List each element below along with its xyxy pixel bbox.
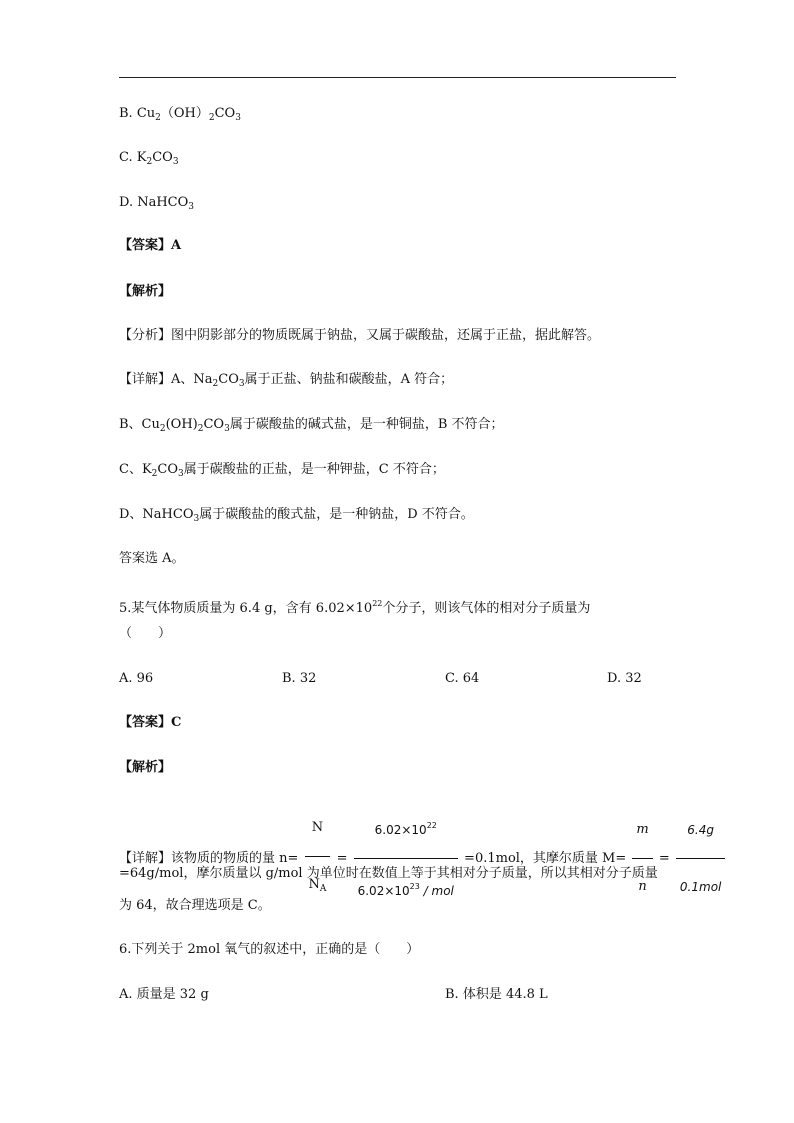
- q5-option-a: A. 96: [119, 671, 154, 686]
- option-d: D. NaHCO$_3$: [119, 195, 195, 212]
- question-5-paren: （ ）: [119, 626, 172, 641]
- q6-option-a: A. 质量是 32 g: [119, 987, 209, 1002]
- q5-option-b: B. 32: [282, 671, 317, 686]
- q5-option-c: C. 64: [445, 671, 480, 686]
- analysis-5-heading: 【解析】: [119, 760, 172, 775]
- question-5: 5.某气体物质质量为 6.4 g，含有 $6.02\times 10^{22}$个分子，则该气体的相对分子质量为: [119, 599, 591, 616]
- fraction-molecules: $\frac{6.02\times 10^{22}}{6.02\times 10^{23} / mol}$: [354, 800, 458, 917]
- detail-5-line2: =64g/mol，摩尔质量以 g/mol 为单位时在数值上等于其相对分子质量，所以其相对分子质量: [119, 866, 658, 881]
- detail-5-line3: 为 64，故合理选项是 C。: [119, 898, 271, 913]
- detail-c: C、$K_2CO_3$属于碳酸盐的正盐，是一种钾盐，C 不符合；: [119, 462, 445, 479]
- detail-b: B、$Cu_2(OH)_2CO_3$属于碳酸盐的碱式盐，是一种铜盐，B 不符合；: [119, 417, 504, 434]
- fraction-mass-over-mol: $\frac{6.4g}{\text{0.1mol}}$: [676, 804, 725, 913]
- question-6: 6.下列关于 2mol 氧气的叙述中，正确的是（ ）: [119, 942, 420, 957]
- q5-option-d: D. 32: [607, 671, 642, 686]
- analysis-4-heading: 【解析】: [119, 284, 172, 299]
- option-c: C. $K_2CO_3$: [119, 150, 179, 167]
- q6-option-b: B. 体积是 44.8 L: [445, 987, 548, 1002]
- answer-4: 【答案】A: [119, 238, 182, 253]
- analysis-4-text: 【分析】图中阴影部分的物质既属于钠盐，又属于碳酸盐，还属于正盐，据此解答。: [119, 328, 601, 343]
- conclusion-4: 答案选 A。: [119, 551, 185, 566]
- fraction-n-over-na: $\frac{N}{N_A}$: [305, 802, 331, 915]
- detail-a: 【详解】A、$Na_2CO_3$属于正盐、钠盐和碳酸盐，A 符合；: [119, 372, 454, 389]
- detail-5-formula: 【详解】该物质的物质的量 n= $\frac{N}{N_A}$ = $\frac{6.02\times 10^{22}}{6.02\times 10^{23} / mol}$ =0.1mol，其摩尔质量 M= $\frac{m}{n}$ = $\frac{6.4g}{\text{0.1mol}}$: [119, 800, 727, 917]
- detail-d: D、NaHCO$_3$属于碳酸盐的酸式盐，是一种钠盐，D 不符合。: [119, 507, 474, 524]
- answer-5: 【答案】C: [119, 715, 182, 730]
- header-rule: [119, 77, 676, 78]
- fraction-m-over-n: $\frac{m}{n}$: [632, 804, 652, 913]
- option-b: B. $Cu_2(OH)_2CO_3$: [119, 106, 241, 123]
